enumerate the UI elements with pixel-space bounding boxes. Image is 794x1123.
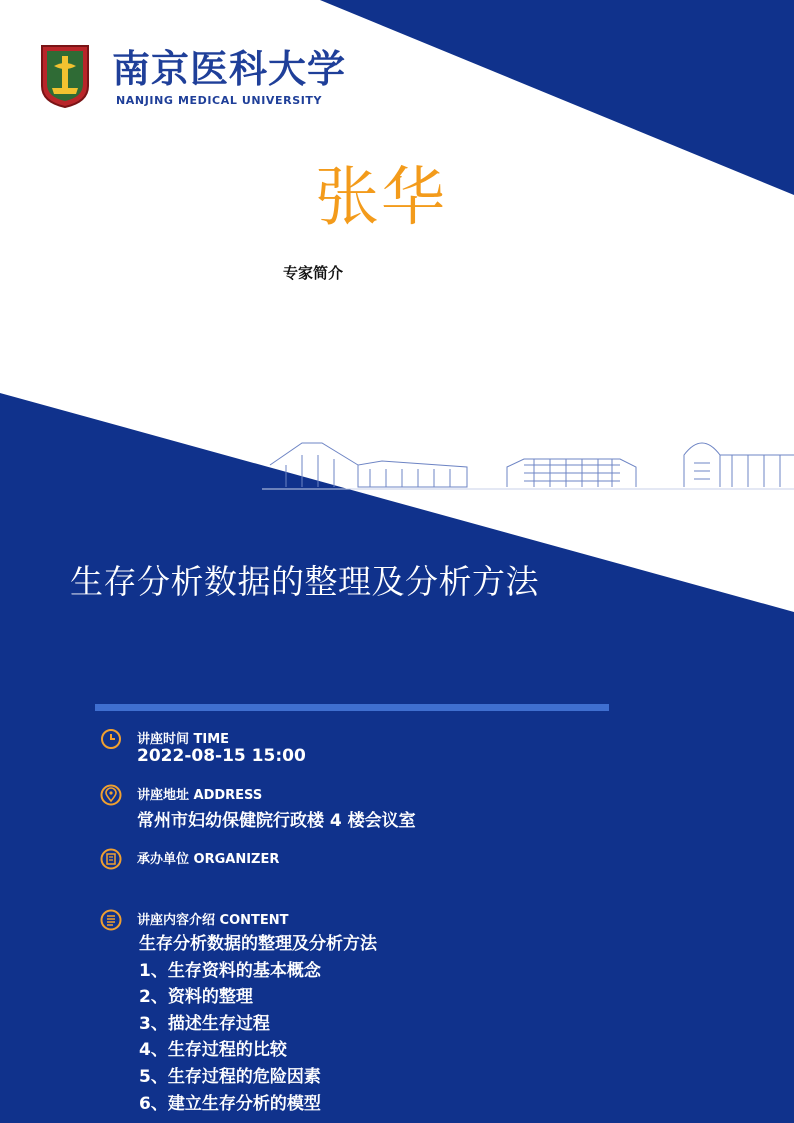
university-name-cn: 南京医科大学 (112, 46, 347, 91)
university-name-en: NANJING MEDICAL UNIVERSITY (116, 94, 323, 107)
organizer-label: 承办单位 ORGANIZER (137, 852, 280, 867)
list-item: 4、生存过程的比较 (139, 1040, 287, 1061)
address-label: 讲座地址 ADDRESS (137, 788, 263, 803)
university-seal-icon (40, 44, 90, 108)
content-label: 讲座内容介绍 CONTENT (137, 913, 289, 928)
time-label: 讲座时间 TIME (137, 732, 230, 747)
building-icon (100, 848, 122, 870)
list-item: 2、资料的整理 (139, 987, 253, 1008)
document-list-icon (100, 909, 122, 931)
main-blue-panel (0, 393, 794, 1123)
section-divider (95, 704, 609, 711)
time-value: 2022-08-15 15:00 (137, 746, 306, 766)
speaker-name: 张华 (315, 161, 447, 235)
clock-icon (100, 728, 122, 750)
list-item: 3、描述生存过程 (139, 1013, 270, 1034)
university-logo (40, 44, 347, 114)
location-pin-icon (100, 784, 122, 806)
list-item: 生存分析数据的整理及分析方法 (139, 934, 377, 954)
speaker-intro-label: 专家简介 (283, 264, 344, 282)
campus-skyline-illustration (262, 425, 794, 495)
content-list (137, 931, 377, 1117)
address-value: 常州市妇幼保健院行政楼 4 楼会议室 (137, 811, 416, 831)
list-item: 5、生存过程的危险因素 (139, 1066, 321, 1087)
list-item: 1、生存资料的基本概念 (139, 960, 321, 981)
lecture-title: 生存分析数据的整理及分析方法 (70, 562, 539, 601)
list-item: 6、建立生存分析的模型 (139, 1093, 321, 1114)
